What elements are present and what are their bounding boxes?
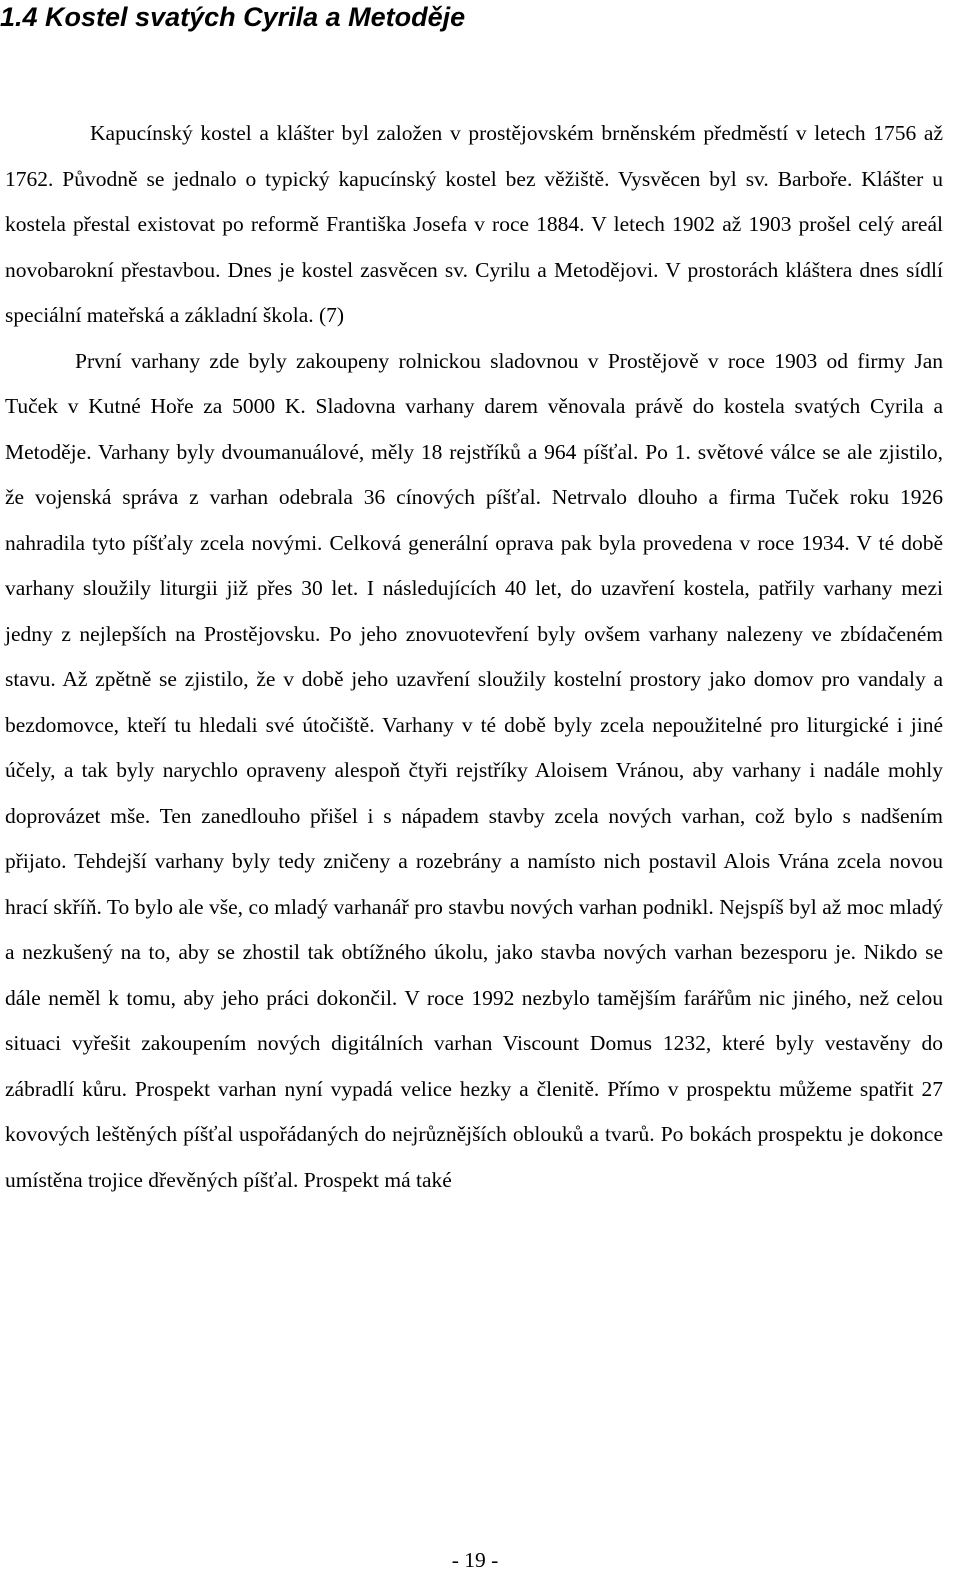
page-number: - 19 - — [451, 1548, 499, 1572]
body-text — [5, 111, 943, 1203]
paragraph-church-history: Kapucínský kostel a klášter byl založen v prostějovském brněnském předměstí v letech 1756 až 1762. Původně se jednalo o typický kapucínský kostel bez věžiště. Vysvěcen byl sv. Barboře. Klášter u kostela přestal existovat po reformě Františka Josefa v roce 1884. V letech 1902 až 1903 prošel celý areál novobarokní přestavbou. Dnes je kostel zasvěcen sv. Cyrilu a Metodějovi. V prostorách kláštera dnes sídlí speciální mateřská a základní škola. (7) — [5, 121, 943, 327]
paragraph-organ-history: První varhany zde byly zakoupeny rolnickou sladovnou v Prostějově v roce 1903 od firmy Jan Tuček v Kutné Hoře za 5000 K. Sladovna varhany darem věnovala právě do kostela svatých Cyrila a Metoděje. Varhany byly dvoumanuálové, měly 18 rejstříků a 964 píšťal. Po 1. světové válce se ale zjistilo, že vojenská správa z varhan odebrala 36 cínových píšťal. Netrvalo dlouho a firma Tuček roku 1926 nahradila tyto píšťaly zcela novými. Celková generální oprava pak byla provedena v roce 1934. V té době varhany sloužily liturgii již přes 30 let. I následujících 40 let, do uzavření kostela, patřily varhany mezi jedny z nejlepších na Prostějovsku. Po jeho znovuotevření byly ovšem varhany nalezeny ve zbídačeném stavu. Až zpětně se zjistilo, že v době jeho uzavření sloužily kostelní prostory jako domov pro vandaly a bezdomovce, kteří tu hledali své útočiště. Varhany v té době byly zcela nepoužitelné pro liturgické i jiné účely, a tak byly narychlo opraveny alespoň čtyři rejstříky Aloisem Vránou, aby varhany i nadále mohly doprovázet mše. Ten zanedlouho přišel i s nápadem stavby zcela nových varhan, což bylo s nadšením přijato. Tehdejší varhany byly tedy zničeny a rozebrány a namísto nich postavil Alois Vrána zcela novou hrací skříň. To bylo ale vše, co mladý varhanář pro stavbu nových varhan podnikl. Nejspíš byl až moc mladý a nezkušený na to, aby se zhostil tak obtížného úkolu, jako stavba nových varhan bezesporu je. Nikdo se dále neměl k tomu, aby jeho práci dokončil. V roce 1992 nezbylo tamějším farářům nic jiného, než celou situaci vyřešit zakoupením nových digitálních varhan Viscount Domus 1232, které byly vestavěny do zábradlí kůru. Prospekt varhan nyní vypadá velice hezky a členitě. Přímo v prospektu můžeme spatřit 27 kovových leštěných píšťal uspořádaných do nejrůznějších oblouků a tvarů. Po bokách prospektu je dokonce umístěna trojice dřevěných píšťal. Prospekt má také — [5, 348, 943, 1192]
section-heading: 1.4 Kostel svatých Cyrila a Metoděje — [0, 2, 466, 32]
